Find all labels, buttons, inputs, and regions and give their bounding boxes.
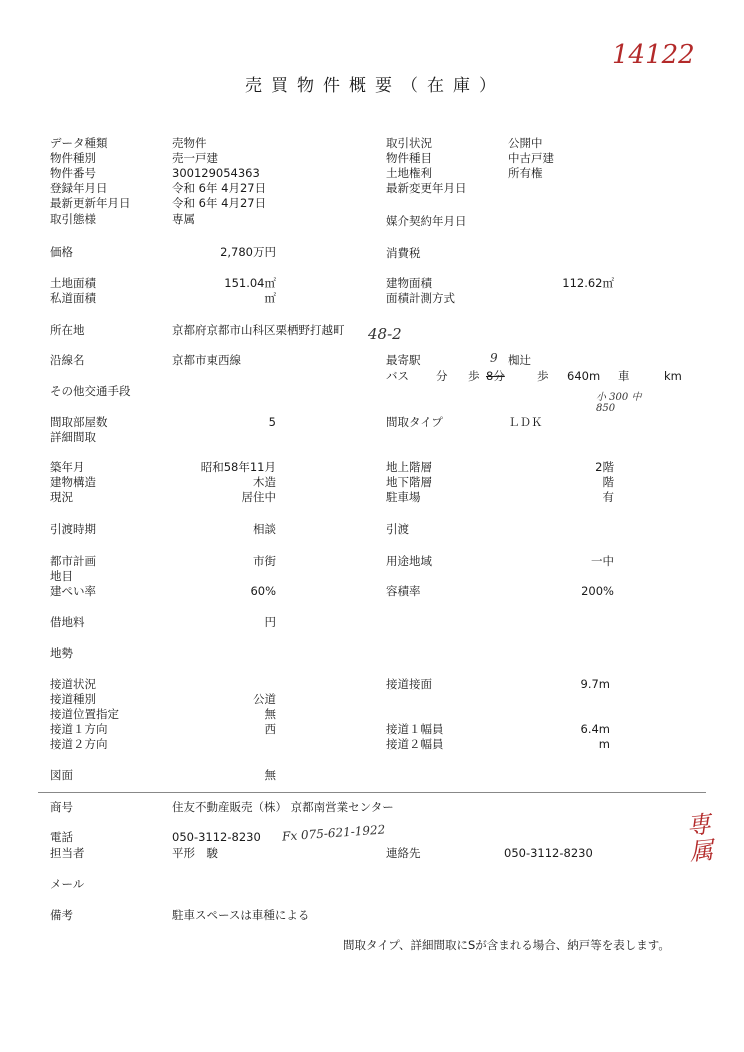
handover-time-label: 引渡時期 — [50, 522, 96, 536]
location-value: 京都府京都市山科区栗栖野打越町 — [172, 323, 345, 337]
contact-value: 050-3112-8230 — [504, 846, 593, 860]
structure-label: 建物構造 — [50, 475, 96, 489]
phone-value: 050-3112-8230 — [172, 830, 261, 844]
deal-form-label: 取引態様 — [50, 212, 96, 226]
coverage-ratio-value: 60% — [250, 584, 276, 598]
built-date-label: 築年月 — [50, 460, 85, 474]
road-frontage-value: 9.7m — [580, 677, 610, 691]
price-label: 価格 — [50, 245, 73, 259]
road1-direction-value: 西 — [264, 722, 276, 736]
structure-value: 木造 — [253, 475, 276, 489]
current-status-label: 現況 — [50, 490, 73, 504]
car-label: 車 — [618, 369, 630, 383]
trade-name-value: 住友不動産販売（株） 京都南営業センター — [172, 800, 394, 814]
city-planning-value: 市街 — [253, 554, 276, 568]
data-type-label: データ種類 — [50, 136, 108, 150]
other-transport-label: その他交通手段 — [50, 384, 131, 398]
section-divider — [38, 792, 706, 793]
handwritten-fax: Fx 075-621-1922 — [281, 822, 386, 844]
walk-label: 歩 — [468, 369, 480, 383]
remarks-value: 駐車スペースは車種による — [172, 908, 310, 922]
coverage-ratio-label: 建ぺい率 — [50, 584, 96, 598]
deal-form-value: 専属 — [172, 212, 195, 226]
area-method-label: 面積計測方式 — [386, 291, 455, 305]
property-item-value: 中古戸建 — [508, 151, 554, 165]
terrain-label: 地勢 — [50, 646, 73, 660]
use-district-value: 一中 — [591, 554, 614, 568]
layout-detail-label: 詳細間取 — [50, 430, 96, 444]
land-right-value: 所有権 — [508, 166, 543, 180]
private-road-area-value: ㎡ — [264, 291, 276, 305]
latest-change-date-label: 最新変更年月日 — [386, 181, 467, 195]
deal-status-value: 公開中 — [508, 136, 543, 150]
road-position-value: 無 — [264, 707, 276, 721]
building-area-label: 建物面積 — [386, 276, 432, 290]
road1-width-label: 接道１幅員 — [386, 722, 444, 736]
location-label: 所在地 — [50, 323, 85, 337]
layout-type-value: ＬＤＫ — [508, 415, 543, 429]
line-name-label: 沿線名 — [50, 353, 85, 367]
contact-label: 連絡先 — [386, 846, 421, 860]
floor-area-ratio-value: 200% — [581, 584, 614, 598]
current-status-value: 居住中 — [241, 490, 276, 504]
email-label: メール — [50, 877, 85, 891]
land-right-label: 土地権利 — [386, 166, 432, 180]
walk2-label: 歩 — [537, 369, 549, 383]
phone-label: 電話 — [50, 830, 73, 844]
trade-name-label: 商号 — [50, 800, 73, 814]
use-district-label: 用途地域 — [386, 554, 432, 568]
property-number-value: 300129054363 — [172, 166, 260, 180]
road2-width-label: 接道２幅員 — [386, 737, 444, 751]
handwritten-stamp: 専属 — [685, 810, 715, 867]
drawing-label: 図面 — [50, 768, 73, 782]
private-road-area-label: 私道面積 — [50, 291, 96, 305]
property-item-label: 物件種目 — [386, 151, 432, 165]
person-value: 平形 駿 — [172, 846, 218, 860]
page-title: 売買物件概要（在庫） — [245, 76, 505, 96]
road2-width-value: m — [598, 737, 610, 751]
distance-value: 640m — [567, 369, 601, 383]
land-area-value: 151.04㎡ — [224, 276, 276, 290]
property-type-label: 物件種別 — [50, 151, 96, 165]
floors-above-label: 地上階層 — [386, 460, 432, 474]
land-area-label: 土地面積 — [50, 276, 96, 290]
road-status-label: 接道状況 — [50, 677, 96, 691]
road-type-label: 接道種別 — [50, 692, 96, 706]
floor-area-ratio-label: 容積率 — [386, 584, 421, 598]
latest-update-date-value: 令和 6年 4月27日 — [172, 196, 267, 210]
road1-width-value: 6.4m — [580, 722, 610, 736]
handwritten-school-note: 小 300 中 850 — [596, 392, 642, 414]
parking-label: 駐車場 — [386, 490, 421, 504]
walk-min-value: 8分 — [486, 369, 505, 383]
floors-below-value: 階 — [602, 475, 614, 489]
remarks-label: 備考 — [50, 908, 73, 922]
footnote: 間取タイプ、詳細間取にSが含まれる場合、納戸等を表します。 — [343, 938, 670, 952]
drawing-value: 無 — [264, 768, 276, 782]
road2-direction-label: 接道２方向 — [50, 737, 108, 751]
bus-min-label: 分 — [436, 369, 448, 383]
handover-label: 引渡 — [386, 522, 409, 536]
city-planning-label: 都市計画 — [50, 554, 96, 568]
property-number-label: 物件番号 — [50, 166, 96, 180]
page-number: 14122 — [612, 40, 695, 70]
bus-label: バス — [386, 369, 409, 383]
layout-type-label: 間取タイプ — [386, 415, 443, 429]
road-type-value: 公道 — [253, 692, 276, 706]
line-name-value: 京都市東西線 — [172, 353, 241, 367]
land-rent-label: 借地料 — [50, 615, 85, 629]
registered-date-value: 令和 6年 4月27日 — [172, 181, 267, 195]
land-rent-value: 円 — [264, 615, 276, 629]
built-date-value: 昭和58年11月 — [200, 460, 276, 474]
road-frontage-label: 接道接面 — [386, 677, 432, 691]
handwritten-address-number: 48-2 — [368, 325, 402, 343]
deal-status-label: 取引状況 — [386, 136, 432, 150]
road-position-label: 接道位置指定 — [50, 707, 119, 721]
price-value: 2,780万円 — [220, 245, 276, 259]
handover-time-value: 相談 — [253, 522, 276, 536]
brokerage-date-label: 媒介契約年月日 — [386, 214, 467, 228]
latest-update-date-label: 最新更新年月日 — [50, 196, 131, 210]
consumption-tax-label: 消費税 — [386, 246, 421, 260]
property-type-value: 売一戸建 — [172, 151, 218, 165]
handwritten-walk-min: 9 — [490, 351, 498, 365]
rooms-label: 間取部屋数 — [50, 415, 108, 429]
parking-value: 有 — [602, 490, 614, 504]
road1-direction-label: 接道１方向 — [50, 722, 108, 736]
floors-below-label: 地下階層 — [386, 475, 432, 489]
nearest-station-label: 最寄駅 — [386, 353, 421, 367]
registered-date-label: 登録年月日 — [50, 181, 108, 195]
data-type-value: 売物件 — [172, 136, 207, 150]
rooms-value: 5 — [268, 415, 276, 429]
person-label: 担当者 — [50, 846, 85, 860]
land-category-label: 地目 — [50, 569, 73, 583]
floors-above-value: 2階 — [595, 460, 614, 474]
nearest-station-value: 椥辻 — [508, 353, 531, 367]
km-label: km — [664, 369, 682, 383]
building-area-value: 112.62㎡ — [562, 276, 614, 290]
